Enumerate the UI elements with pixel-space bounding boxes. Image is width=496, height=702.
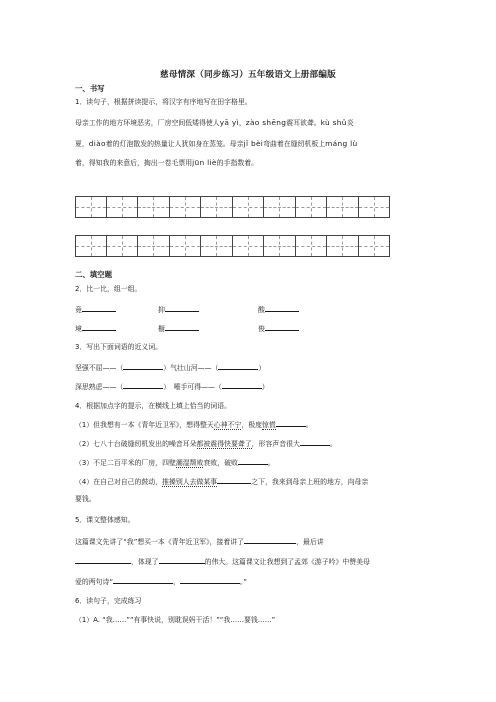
question-2-prompt: 2．比一比，组一组。 <box>75 285 142 293</box>
question-1-prompt: 1．读句子，根据拼读提示，将汉字有序地写在田字格里。 <box>75 98 252 106</box>
question-4-sentence-3: （3）不足二百平米的厂房，四壁潮湿颓败衰败，破败 。 <box>75 459 275 467</box>
answer-blank[interactable] <box>222 381 262 389</box>
section-heading-fill-in: 二、填空题 <box>75 270 112 279</box>
tianzige-cell[interactable] <box>138 196 170 218</box>
tianzige-cell[interactable] <box>327 235 359 257</box>
compare-item: 竟 <box>75 304 116 314</box>
compare-item: 抑 <box>158 304 199 314</box>
answer-blank[interactable] <box>238 457 268 465</box>
question-1-line-3: 着，得知我的来意后，掏出一卷毛票用jūn liè的手指数着。 <box>75 158 259 167</box>
answer-blank[interactable] <box>265 304 299 312</box>
tianzige-cell[interactable] <box>233 235 265 257</box>
compare-item: 橱 <box>158 323 199 333</box>
pinyin-hint: jūn liè <box>192 158 217 167</box>
question-3-prompt: 3．写出下面词语的近义词。 <box>75 343 163 351</box>
answer-blank[interactable] <box>82 304 116 312</box>
answer-blank[interactable] <box>75 556 131 564</box>
section-heading-writing: 一、书写 <box>75 84 105 93</box>
answer-blank[interactable] <box>300 438 330 446</box>
tianzige-cell[interactable] <box>201 235 233 257</box>
page-title: 慈母情深（同步练习）五年级语文上册部编版 <box>160 70 336 80</box>
synonym-line-2: 深思熟虑——（ ） 唾手可得——（ ） <box>75 383 269 391</box>
tianzige-cell[interactable] <box>264 196 296 218</box>
tianzige-cell[interactable] <box>138 235 170 257</box>
question-6-line-1: （1）A. “我……”“有事快说，别耽误妈干活！”“我……要钱……” <box>75 616 276 624</box>
question-1-line-1: 母亲工作的地方环境恶劣，厂房空间低矮得使人yā yì，zào shēng震耳欲聋。kù shǔ炎 <box>75 118 354 127</box>
question-4-prompt: 4．根据加点字的提示，在横线上填上恰当的词语。 <box>75 402 231 410</box>
tianzige-cell[interactable] <box>264 235 296 257</box>
compare-item: 酸 <box>258 304 299 314</box>
answer-blank[interactable] <box>165 304 199 312</box>
answer-blank[interactable] <box>180 576 240 584</box>
tianzige-row-1 <box>75 196 390 218</box>
pinyin-hint: yā yì <box>219 118 239 127</box>
answer-blank[interactable] <box>265 323 299 331</box>
tianzige-row-2 <box>75 235 390 257</box>
question-5-line-1: 这篇课文先讲了“我”想买一本《青年近卫军》，接着讲了 ，最后讲 <box>75 538 324 546</box>
tianzige-cell[interactable] <box>327 196 359 218</box>
synonym-line-1: 坚强不屈——（ ）气壮山河——（ ） <box>75 364 266 372</box>
tianzige-cell[interactable] <box>75 196 107 218</box>
answer-blank[interactable] <box>217 476 251 484</box>
question-4-sentence-1: （1）但我想有一本《青年近卫军》，想得整天心神不宁，极度惊慌 。 <box>75 421 313 429</box>
answer-blank[interactable] <box>123 381 163 389</box>
question-5-line-3: 爱的两句诗“ ， 。” <box>75 578 247 586</box>
question-4-sentence-4: （4）在自己对自己的鼓动，推搡别人去做某事 之下，我来到母亲上班的地方，向母亲 <box>75 478 369 486</box>
answer-blank[interactable] <box>123 362 163 370</box>
pinyin-hint: zào shēng <box>245 118 287 127</box>
answer-blank[interactable] <box>159 556 205 564</box>
tianzige-cell[interactable] <box>359 196 391 218</box>
question-5-prompt: 5．课文整体感知。 <box>75 516 135 524</box>
compare-item: 境 <box>75 323 116 333</box>
tianzige-cell[interactable] <box>296 196 328 218</box>
question-4-sentence-2: （2）七八十台破缝纫机发出的噪音耳朵都被震得快要聋了，形容声音很大 。 <box>75 440 337 448</box>
answer-blank[interactable] <box>82 323 116 331</box>
tianzige-cell[interactable] <box>201 196 233 218</box>
tianzige-cell[interactable] <box>233 196 265 218</box>
pinyin-hint: máng lù <box>325 139 358 148</box>
pinyin-hint: kù shǔ <box>320 118 347 127</box>
answer-blank[interactable] <box>244 536 296 544</box>
tianzige-cell[interactable] <box>170 196 202 218</box>
tianzige-cell[interactable] <box>359 235 391 257</box>
question-4-sentence-4-cont: 要钱。 <box>75 495 96 503</box>
compare-item: 俊 <box>258 323 299 333</box>
tianzige-cell[interactable] <box>107 235 139 257</box>
answer-blank[interactable] <box>276 419 306 427</box>
tianzige-cell[interactable] <box>75 235 107 257</box>
tianzige-cell[interactable] <box>170 235 202 257</box>
answer-blank[interactable] <box>218 362 258 370</box>
pinyin-hint: jǐ bèi <box>243 139 264 148</box>
answer-blank[interactable] <box>113 576 173 584</box>
question-1-line-2: 夏，diào着的灯泡散发的热量让人犹如身在蒸笼。母亲jǐ bèi弯曲着在缝纫机板上máng lù <box>75 139 358 148</box>
tianzige-cell[interactable] <box>296 235 328 257</box>
answer-blank[interactable] <box>165 323 199 331</box>
question-5-line-2: ，体现了 的伟大。这篇课文让我想到了孟郊《游子吟》中赞美母 <box>75 556 370 567</box>
tianzige-cell[interactable] <box>107 196 139 218</box>
question-6-prompt: 6．读句子，完成练习 <box>75 597 142 605</box>
pinyin-hint: diào <box>88 139 106 148</box>
